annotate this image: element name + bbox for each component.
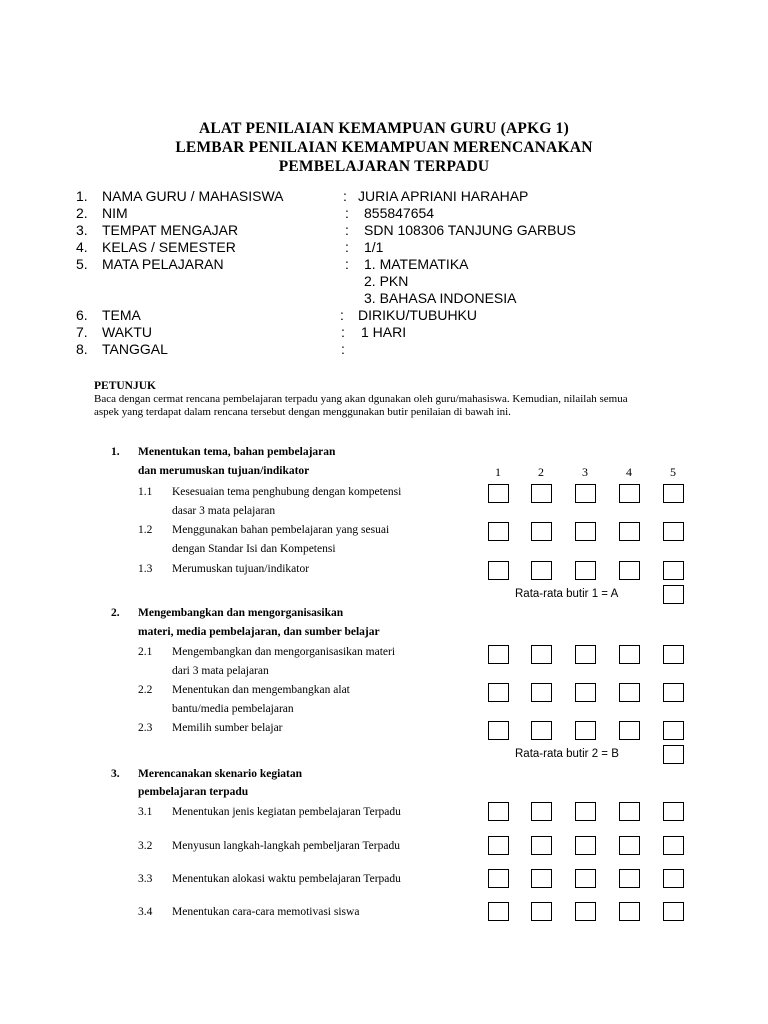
info-value-mapel-1[interactable]: 1. MATEMATIKA (364, 256, 469, 272)
score-checkbox[interactable] (619, 721, 640, 740)
score-checkbox[interactable] (488, 561, 509, 580)
score-checkbox[interactable] (575, 522, 596, 541)
info-label: KELAS / SEMESTER (102, 239, 236, 255)
item-number: 3.2 (138, 840, 153, 852)
average-score-box[interactable] (663, 745, 684, 764)
info-num: 7. (76, 324, 88, 340)
item-text: dengan Standar Isi dan Kompetensi (172, 543, 336, 555)
scale-number: 2 (538, 465, 544, 479)
score-checkbox[interactable] (531, 902, 552, 921)
info-colon: : (340, 307, 344, 323)
item-number: 1.1 (138, 486, 153, 498)
score-checkbox[interactable] (575, 869, 596, 888)
score-checkbox[interactable] (488, 802, 509, 821)
petunjuk-line-1: Baca dengan cermat rencana pembelajaran terpadu yang akan dgunakan oleh guru/mahasiswa. Kemudian, nilailah semua (94, 393, 628, 405)
score-checkbox[interactable] (575, 802, 596, 821)
item-number: 3.1 (138, 806, 153, 818)
score-checkbox[interactable] (575, 645, 596, 664)
score-checkbox[interactable] (531, 645, 552, 664)
item-text: dasar 3 mata pelajaran (172, 505, 276, 517)
score-checkbox[interactable] (619, 645, 640, 664)
score-checkbox[interactable] (619, 561, 640, 580)
score-checkbox[interactable] (488, 836, 509, 855)
scale-number: 5 (670, 465, 676, 479)
score-checkbox[interactable] (619, 683, 640, 702)
item-text: Menentukan alokasi waktu pembelajaran Terpadu (172, 873, 401, 885)
item-text: Memilih sumber belajar (172, 722, 283, 734)
info-num: 4. (76, 239, 88, 255)
scale-number: 3 (582, 465, 588, 479)
score-checkbox[interactable] (488, 522, 509, 541)
petunjuk-heading: PETUNJUK (94, 380, 156, 392)
info-label: NAMA GURU / MAHASISWA (102, 188, 284, 204)
info-num: 1. (76, 188, 88, 204)
petunjuk-line-2: aspek yang terdapat dalam rencana tersebut dengan menggunakan butir penilaian di bawah ini. (94, 406, 511, 418)
score-checkbox[interactable] (575, 484, 596, 503)
section-title: dan merumuskan tujuan/indikator (138, 465, 310, 477)
score-checkbox[interactable] (575, 836, 596, 855)
title-line-2: LEMBAR PENILAIAN KEMAMPUAN MERENCANAKAN (175, 139, 593, 156)
info-value-mapel-3[interactable]: 3. BAHASA INDONESIA (364, 290, 517, 306)
info-colon: : (343, 188, 347, 204)
score-checkbox[interactable] (619, 836, 640, 855)
score-checkbox[interactable] (619, 902, 640, 921)
item-number: 2.3 (138, 722, 153, 734)
score-checkbox[interactable] (663, 522, 684, 541)
average-label: Rata-rata butir 2 = B (515, 748, 619, 760)
info-value-nim[interactable]: 855847654 (364, 205, 435, 221)
info-num: 3. (76, 222, 88, 238)
scale-number: 4 (626, 465, 632, 479)
info-colon: : (341, 324, 345, 340)
info-value-kelas[interactable]: 1/1 (364, 239, 384, 255)
info-label: TEMPAT MENGAJAR (102, 222, 239, 238)
item-number: 1.2 (138, 524, 153, 536)
info-value-nama[interactable]: JURIA APRIANI HARAHAP (358, 188, 529, 204)
info-num: 6. (76, 307, 88, 323)
info-colon: : (345, 205, 349, 221)
item-number: 1.3 (138, 563, 153, 575)
score-checkbox[interactable] (575, 721, 596, 740)
item-text: Kesesuaian tema penghubung dengan kompetensi (172, 486, 402, 498)
item-text: Menentukan cara-cara memotivasi siswa (172, 906, 360, 918)
score-checkbox[interactable] (663, 836, 684, 855)
info-num: 5. (76, 256, 88, 272)
title-line-3: PEMBELAJARAN TERPADU (278, 158, 490, 175)
score-checkbox[interactable] (488, 902, 509, 921)
score-checkbox[interactable] (531, 484, 552, 503)
score-checkbox[interactable] (663, 869, 684, 888)
info-value-tempat[interactable]: SDN 108306 TANJUNG GARBUS (364, 222, 576, 238)
score-checkbox[interactable] (619, 522, 640, 541)
info-label: NIM (102, 205, 128, 221)
section-title: materi, media pembelajaran, dan sumber belajar (138, 626, 380, 638)
item-text: Menyusun langkah-langkah pembeljaran Terpadu (172, 840, 400, 852)
item-number: 2.2 (138, 684, 153, 696)
scale-number: 1 (495, 465, 501, 479)
info-label: MATA PELAJARAN (102, 256, 224, 272)
info-value-mapel-2[interactable]: 2. PKN (364, 273, 409, 289)
item-text: Menentukan dan mengembangkan alat (172, 684, 350, 696)
score-checkbox[interactable] (531, 802, 552, 821)
score-checkbox[interactable] (531, 522, 552, 541)
item-text: Menggunakan bahan pembelajaran yang sesuai (172, 524, 390, 536)
title-line-1: ALAT PENILAIAN KEMAMPUAN GURU (APKG 1) (199, 120, 569, 137)
score-checkbox[interactable] (531, 721, 552, 740)
section-number: 3. (111, 768, 120, 780)
score-checkbox[interactable] (488, 721, 509, 740)
item-number: 3.4 (138, 906, 153, 918)
item-text: Merumuskan tujuan/indikator (172, 563, 310, 575)
info-label: WAKTU (102, 324, 153, 340)
item-text: Menentukan jenis kegiatan pembelajaran Terpadu (172, 806, 401, 818)
score-checkbox[interactable] (663, 683, 684, 702)
item-text: Mengembangkan dan mengorganisasikan materi (172, 646, 396, 658)
section-number: 2. (111, 607, 120, 619)
score-checkbox[interactable] (575, 683, 596, 702)
score-checkbox[interactable] (619, 802, 640, 821)
score-checkbox[interactable] (663, 484, 684, 503)
score-checkbox[interactable] (619, 484, 640, 503)
average-score-box[interactable] (663, 585, 684, 604)
section-title: Menentukan tema, bahan pembelajaran (138, 446, 336, 458)
score-checkbox[interactable] (531, 869, 552, 888)
score-checkbox[interactable] (663, 645, 684, 664)
item-text: bantu/media pembelajaran (172, 703, 294, 715)
score-checkbox[interactable] (663, 902, 684, 921)
item-text: dari 3 mata pelajaran (172, 665, 269, 677)
score-checkbox[interactable] (488, 484, 509, 503)
score-checkbox[interactable] (663, 802, 684, 821)
score-checkbox[interactable] (488, 683, 509, 702)
score-checkbox[interactable] (575, 902, 596, 921)
score-checkbox[interactable] (488, 869, 509, 888)
score-checkbox[interactable] (488, 645, 509, 664)
info-colon: : (341, 341, 345, 357)
score-checkbox[interactable] (531, 836, 552, 855)
info-colon: : (345, 222, 349, 238)
score-checkbox[interactable] (663, 721, 684, 740)
section-number: 1. (111, 446, 120, 458)
info-value-tema[interactable]: DIRIKU/TUBUHKU (358, 307, 478, 323)
section-title: Merencanakan skenario kegiatan (138, 768, 302, 780)
section-title: Mengembangkan dan mengorganisasikan (138, 607, 344, 619)
score-checkbox[interactable] (531, 561, 552, 580)
score-checkbox[interactable] (531, 683, 552, 702)
info-num: 8. (76, 341, 88, 357)
info-label: TEMA (102, 307, 141, 323)
item-number: 3.3 (138, 873, 153, 885)
average-label: Rata-rata butir 1 = A (515, 588, 619, 600)
section-title: pembelajaran terpadu (138, 786, 249, 798)
info-label: TANGGAL (102, 341, 168, 357)
info-num: 2. (76, 205, 88, 221)
item-number: 2.1 (138, 646, 153, 658)
score-checkbox[interactable] (663, 561, 684, 580)
score-checkbox[interactable] (575, 561, 596, 580)
info-colon: : (345, 256, 349, 272)
score-checkbox[interactable] (619, 869, 640, 888)
info-value-waktu[interactable]: 1 HARI (361, 324, 407, 340)
info-colon: : (345, 239, 349, 255)
